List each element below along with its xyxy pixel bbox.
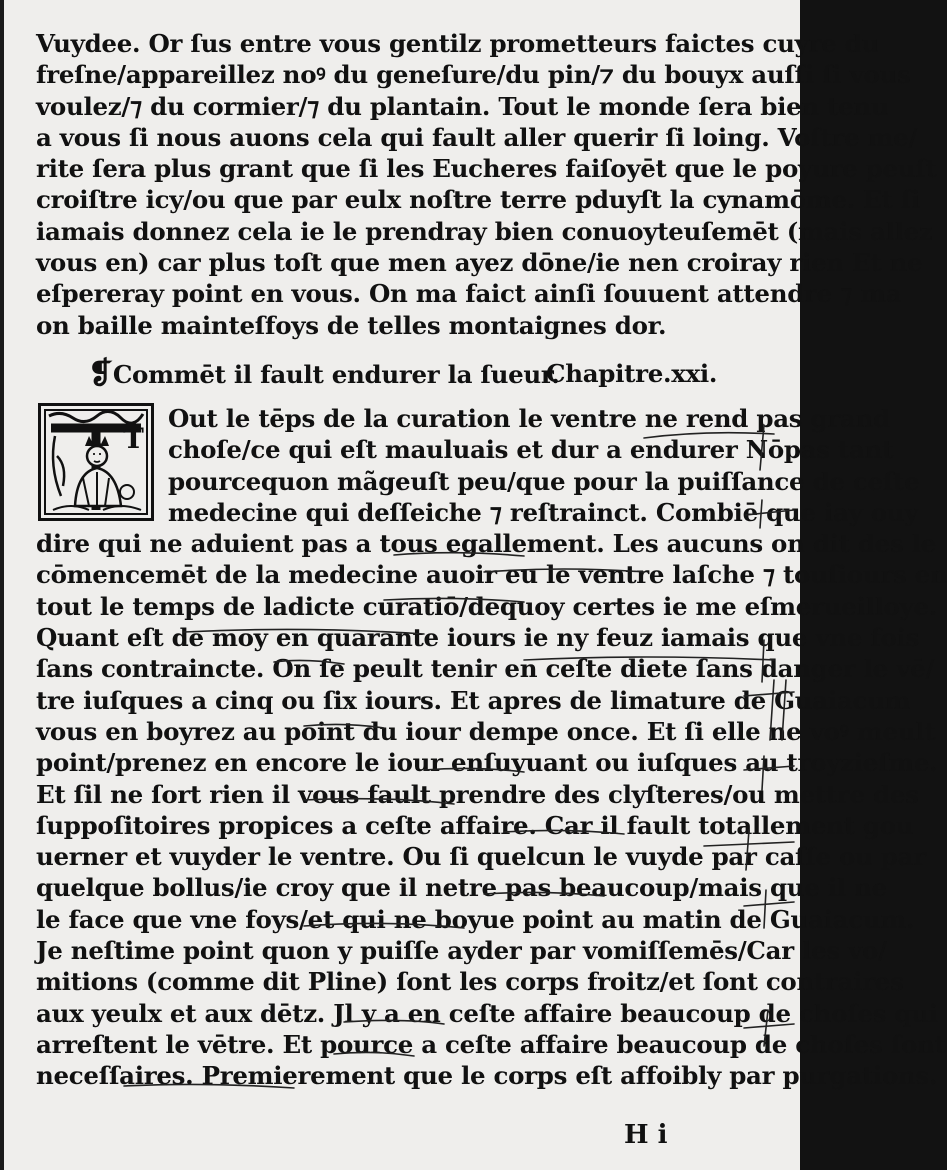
intro-paragraph [36,28,937,341]
text-line: neceſſaires. Premierement que le corps eſt affoibly par purgations. [36,1061,938,1091]
text-line: voulez/⁊ du cormier/⁊ du plantain. Tout le monde ſera bien tenu [36,91,889,121]
text-line: Je neſtime point quon y puiſſe ayder par vomiſſemēs/Car les vo/ [36,936,887,966]
text-line: croiſtre icy/ou que par eulx noſtre terre pduyſt la cynamōme. Et ſi [36,185,921,215]
text-line: freſne/appareillez noꝰ du geneſure/du pin/⁊ du bouyx auſſi ſi vous [36,60,911,90]
page-text [36,28,947,1092]
text-line: dire qui ne aduient pas a tous egallement. Les aucuns on dit des le [36,529,937,559]
text-line: aux yeulx et aux dētz. Jl y a en ceſte affaire beaucoup de choſes qui [36,998,938,1028]
decorated-initial [38,403,154,521]
text-line: ſans contraincte. On ſe peult tenir en ceſte diete ſans danger le vē/ [36,654,935,684]
chapter-paragraph [36,403,947,1092]
chapter-title: Commēt il fault endurer la ſueur. [112,359,560,389]
text-line: arreſtent le vētre. Et pource a ceſte affaire beaucoup de choſes ſont [36,1029,946,1059]
text-line: Et ſil ne ſort rien il vous fault prendre des clyſteres/ou mettre des [36,779,919,809]
text-line: rite ſera plus grant que ſi les Eucheres faiſoyēt que le poyure peuſt [36,154,937,184]
text-line: a vous ſi nous auons cela qui fault aller querir ſi loing. Voſtre me/ [36,122,918,152]
woodcut-king-icon [41,406,151,518]
text-line: vous en) car plus toſt que men ayez dōne/ie nen croiray rien Et ne [36,248,923,278]
text-line: tre iuſques a cinq ou ſix iours. Et apres de limature de Guaiacum [36,685,911,715]
text-line: eſpereray point en vous. On ma faict ainſi ſouuent attendre ⁊ ma [36,279,902,309]
text-line: on baille mainteſfoys de telles montaignes dor. [36,310,667,340]
svg-text:T: T [123,421,144,455]
text-line: pourcequon mãgeuſt peu/que pour la puiſſance de ceſte [168,466,920,496]
text-line: point/prenez en encore le iour enſuyuant ou iuſques au troyzieſme. [36,748,938,778]
chapter-heading [36,355,766,393]
text-line: vous en boyrez au point du iour dempe once. Et ſi elle ne voꝰ meult [36,716,936,746]
text-line: uerner et vuyder le ventre. Ou ſi quelcun le vuyde par caſſe ou par [36,842,926,872]
text-line: medecine qui deſſeiche ⁊ reſtrainct. Combiē que iay ouy [168,497,919,527]
text-line: mitions (comme dit Pline) ſont les corps froitz/et ſont contraires [36,967,904,997]
text-line: ſuppoſitoires propices a ceſte affaire. Car il fault totallement gou [36,810,914,840]
text-line: iamais donnez cela ie le prendray bien conuoyteuſemēt (mais allez [36,216,933,246]
chapter-number: Chapitre.xxi. [546,358,718,388]
text-line: quelque bollus/ie croy que il netre pas beaucoup/mais que il ne [36,873,887,903]
text-line: Out le tēps de la curation le ventre ne rend pas grand [168,403,890,433]
text-line: cōmencemēt de la medecine auoir eu le ventre laſche ⁊ touſiours en [36,560,947,590]
text-line: tout le temps de ladicte curatiō/dequoy certes ie me eſmerueilloye. [36,591,938,621]
text-line: choſe/ce qui eſt mauluais et dur a endurer Nōpas tant [168,435,894,465]
pilcrow-icon: ❡ [88,355,113,391]
signature-mark: H i [624,1120,668,1150]
chapter-title-group [88,355,560,394]
text-line: Vuydee. Or ſus entre vous gentilz prometteurs faictes cuyre du [36,29,880,58]
text-line: le face que vne foys/et qui ne boyue point au matin de Guaiacum. [36,904,915,934]
text-line: Quant eſt de moy en quarante iours ie ny feuz iamais que vne fois [36,623,920,653]
